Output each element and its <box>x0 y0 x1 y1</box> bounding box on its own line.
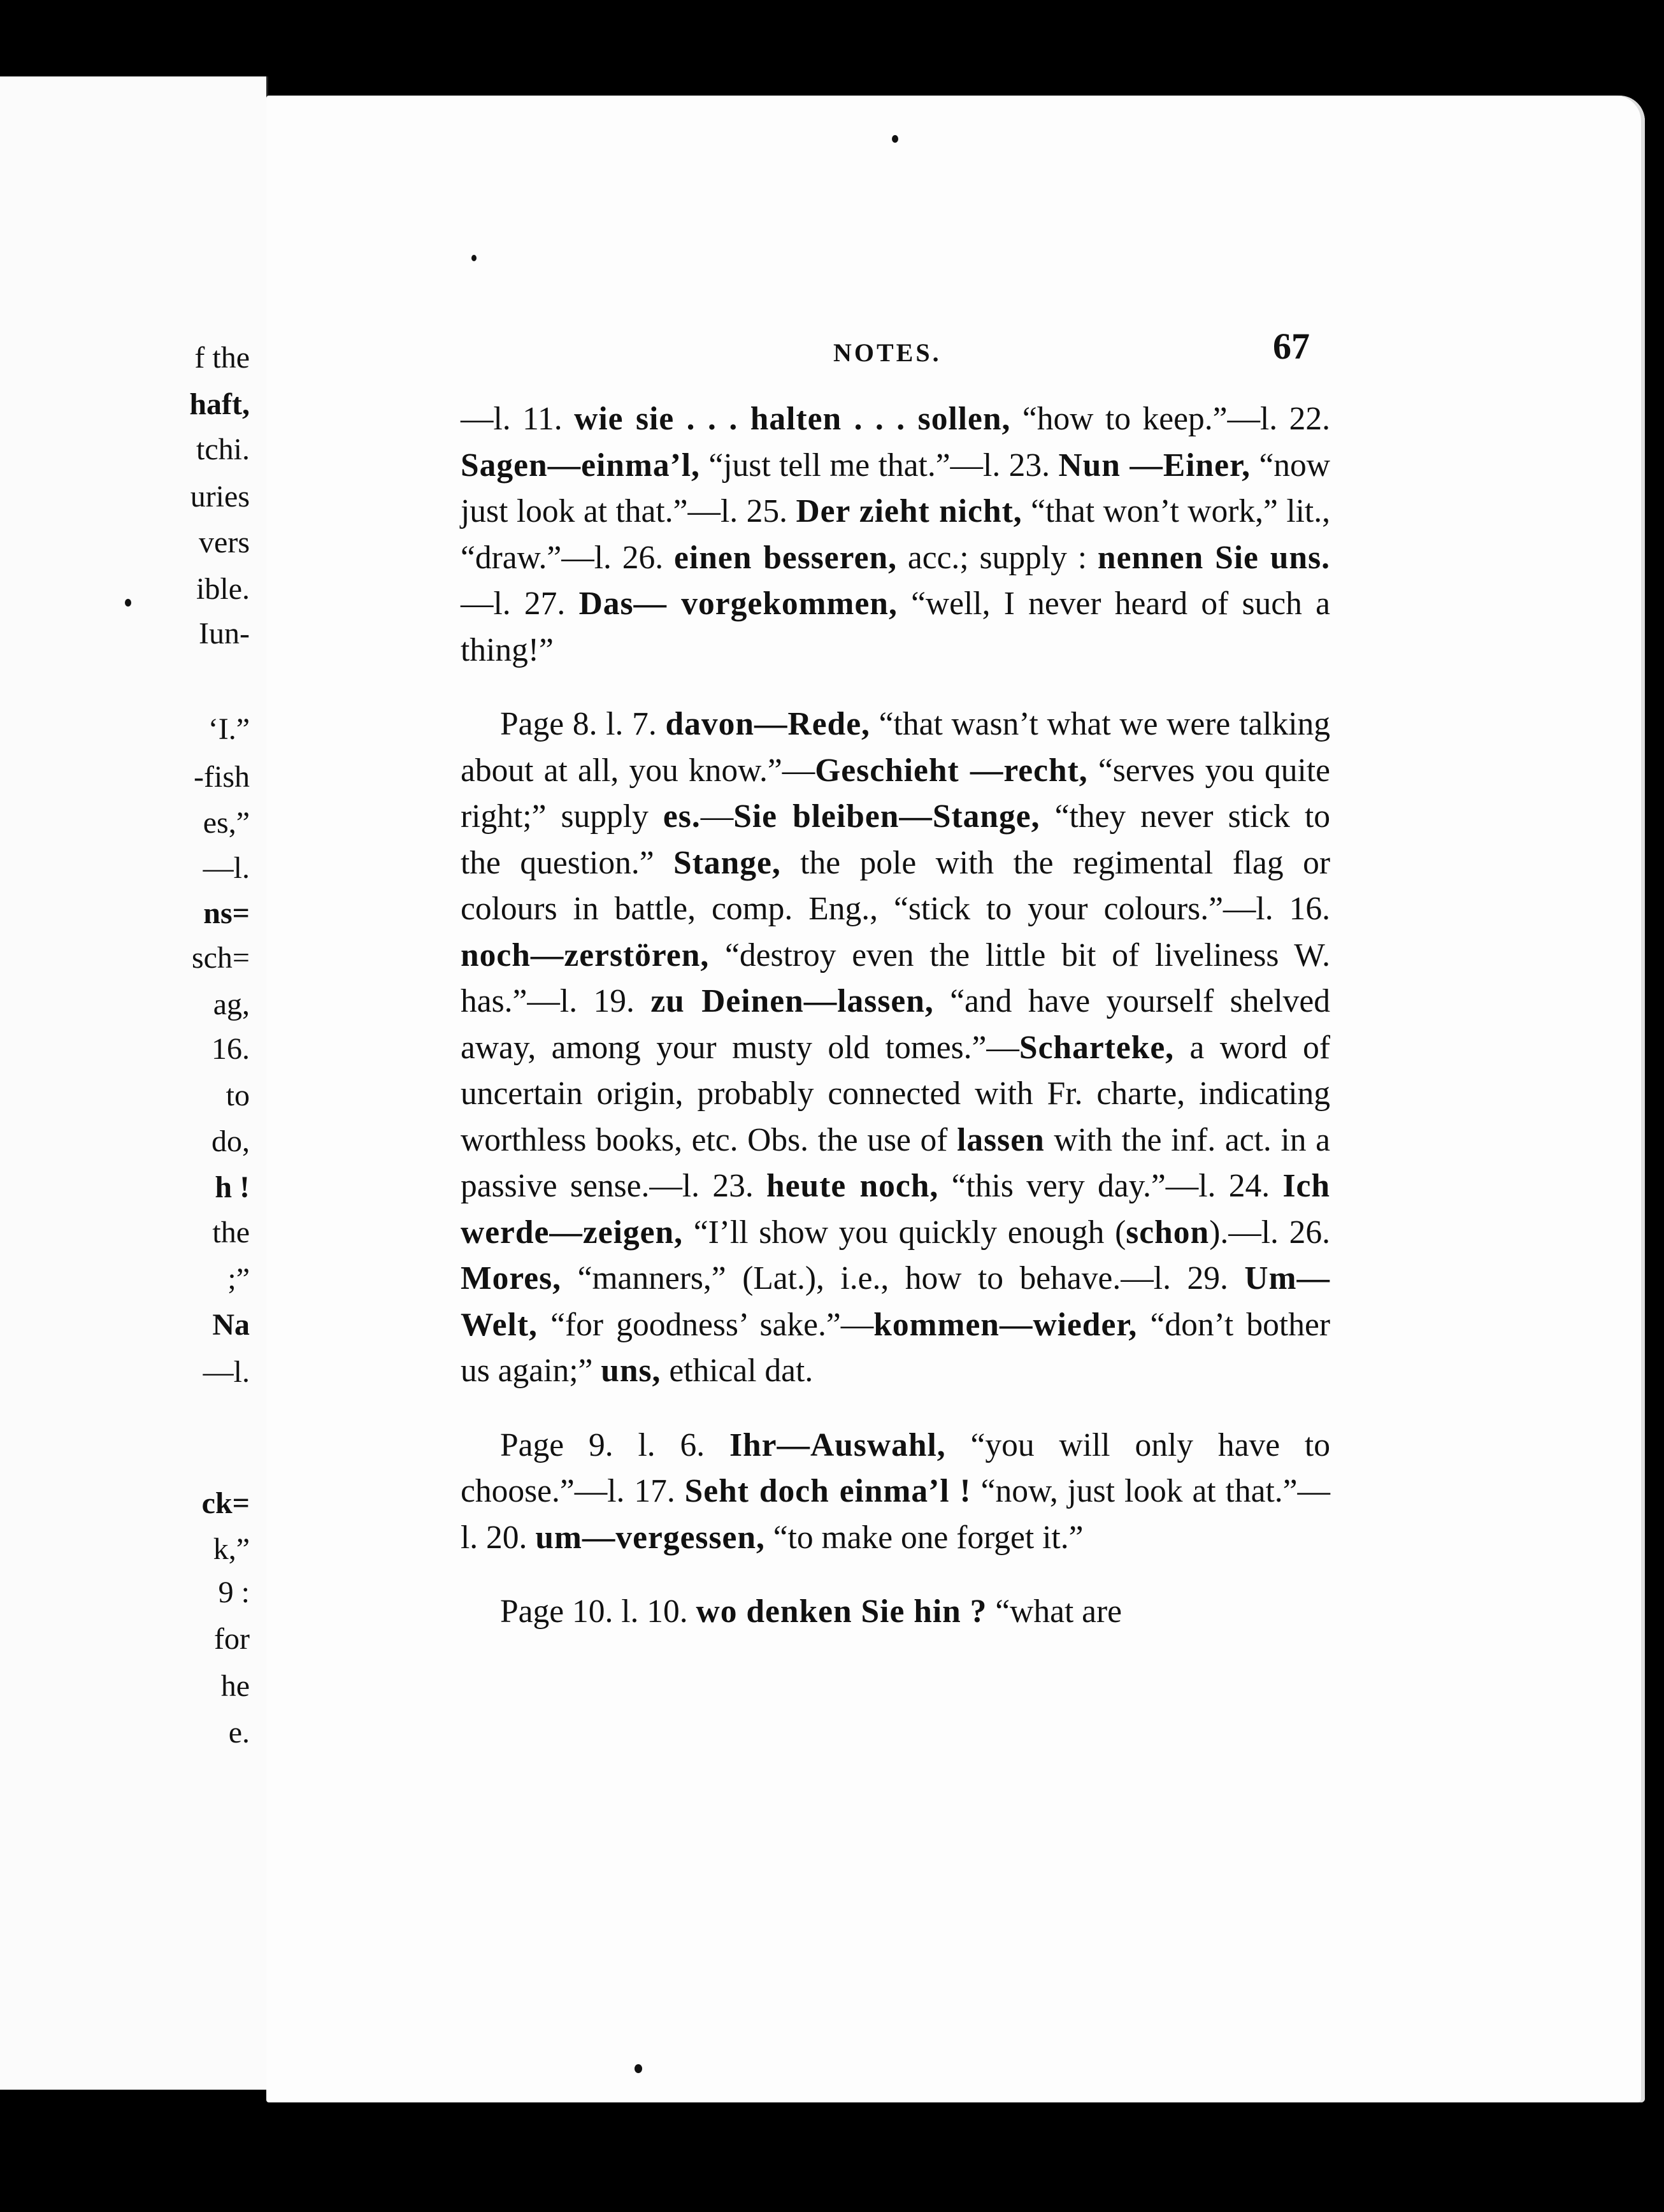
previous-page-line: ck= <box>201 1486 250 1520</box>
note-paragraph <box>461 1423 1330 1562</box>
note-text: “manners,” (Lat.), i.e., how to behave.—l. 29. <box>561 1260 1245 1296</box>
note-text: — <box>700 798 734 835</box>
note-text: “I’ll show you quickly enough ( <box>683 1214 1126 1251</box>
previous-page-line: do, <box>212 1124 250 1158</box>
note-text: “what are <box>987 1593 1122 1630</box>
page-speck <box>892 135 898 143</box>
note-text: Page 8. l. 7. <box>500 706 666 742</box>
previous-page-line: es,” <box>203 806 250 840</box>
german-term: Scharteke, <box>1019 1029 1175 1066</box>
german-term: Geschieht —recht, <box>815 752 1088 789</box>
note-text: the pole with the regimental flag or colours in battle, comp. Eng., “stick to your colours.”—l. 16. <box>461 844 1331 927</box>
german-term: Das— vorgekommen, <box>578 585 898 622</box>
note-text: —l. 11. <box>461 401 575 437</box>
page-speck <box>125 599 131 607</box>
page-speck <box>635 2064 642 2073</box>
note-text: “serves you quite right;” supply <box>461 752 1330 835</box>
german-term: Nun —Einer, <box>1058 447 1251 484</box>
note-paragraph <box>461 701 1330 1395</box>
previous-page-edge <box>0 76 268 2090</box>
running-head: NOTES. <box>833 338 942 367</box>
note-paragraph <box>461 396 1330 673</box>
note-text: “well, I never heard of such a thing!” <box>461 585 1330 668</box>
notes-body <box>461 396 1330 1663</box>
note-text: “that wasn’t what we were talking about at all, you know.”— <box>461 706 1331 789</box>
note-text: “and have yourself shelved away, among your musty old tomes.”— <box>461 983 1330 1066</box>
previous-page-line: the <box>212 1216 250 1249</box>
note-text: “this very day.”—l. 24. <box>938 1168 1283 1204</box>
german-term: um—vergessen, <box>535 1519 765 1556</box>
previous-page-line: 16. <box>212 1032 250 1066</box>
previous-page-line: ns= <box>203 896 250 930</box>
note-text: “just tell me that.”—l. 23. <box>699 447 1059 484</box>
german-term: Seht doch einma’l ! <box>684 1473 972 1509</box>
german-term: schon <box>1126 1214 1210 1251</box>
german-term: Stange, <box>673 844 781 881</box>
note-text: “they never stick to the question.” <box>461 798 1330 881</box>
previous-page-line: haft, <box>189 387 250 421</box>
note-text: “now just look at that.”—l. 25. <box>461 447 1330 529</box>
previous-page-line: ‘I.” <box>208 712 250 746</box>
page-number: 67 <box>1273 326 1310 367</box>
note-text: “that won’t work,” lit., “draw.”—l. 26. <box>461 493 1330 576</box>
german-term: einen besseren, <box>674 539 897 576</box>
german-term: Um—Welt, <box>461 1260 1330 1343</box>
note-text: Page 9. l. 6. <box>500 1426 729 1463</box>
german-term: Mores, <box>461 1260 562 1296</box>
previous-page-line: h ! <box>215 1170 250 1204</box>
previous-page-line: to <box>226 1079 250 1112</box>
german-term: kommen—wieder, <box>873 1306 1138 1343</box>
previous-page-line: ible. <box>196 572 250 606</box>
german-term: wo denken Sie hin ? <box>696 1593 987 1630</box>
note-text: —l. 27. <box>461 585 579 622</box>
previous-page-line: tchi. <box>196 433 250 466</box>
german-term: noch—zerstören, <box>461 937 710 973</box>
previous-page-line: sch= <box>191 941 250 975</box>
page-speck <box>471 255 477 261</box>
note-text: “how to keep.”—l. 22. <box>1010 401 1330 437</box>
previous-page-line: e. <box>228 1716 250 1749</box>
previous-page-line: Iun- <box>199 617 250 650</box>
note-text: “for goodness’ sake.”— <box>537 1306 874 1343</box>
note-text: “now, just look at that.”—l. 20. <box>461 1473 1330 1556</box>
german-term: Ihr—Auswahl, <box>729 1426 946 1463</box>
previous-page-line: 9 : <box>218 1576 250 1609</box>
german-term: nennen Sie uns. <box>1097 539 1330 576</box>
note-paragraph <box>461 1589 1330 1635</box>
german-term: heute noch, <box>766 1168 939 1204</box>
note-text: Page 10. l. 10. <box>500 1593 696 1630</box>
previous-page-line: Na <box>212 1308 250 1342</box>
german-term: Sagen—einma’l, <box>461 447 700 484</box>
previous-page-line: k,” <box>213 1532 250 1566</box>
german-term: Sie bleiben—Stange, <box>733 798 1040 835</box>
german-term: es. <box>663 798 701 835</box>
german-term: Ich werde—zeigen, <box>461 1168 1330 1251</box>
note-text: “you will only have to choose.”—l. 17. <box>461 1426 1330 1509</box>
previous-page-line: ag, <box>213 988 250 1021</box>
previous-page-line: he <box>220 1669 250 1703</box>
german-term: wie sie . . . halten . . . sollen, <box>574 401 1011 437</box>
previous-page-line: f the <box>194 341 250 375</box>
note-text: “to make one forget it.” <box>764 1519 1084 1556</box>
german-term: uns, <box>601 1353 661 1389</box>
german-term: zu Deinen—lassen, <box>650 983 934 1019</box>
previous-page-line: —l. <box>203 851 250 885</box>
note-text: “don’t bother us again;” <box>461 1306 1330 1389</box>
previous-page-line: uries <box>190 480 250 514</box>
previous-page-line: ;” <box>227 1262 250 1296</box>
book-page <box>266 96 1645 2102</box>
german-term: lassen <box>957 1121 1045 1158</box>
note-text: ethical dat. <box>661 1353 814 1389</box>
german-term: Der zieht nicht, <box>796 493 1022 529</box>
note-text: a word of uncertain origin, probably connected with Fr. charte, indicating worthless books, etc. Obs. the use of <box>461 1029 1330 1158</box>
note-text: ).—l. 26. <box>1209 1214 1330 1251</box>
previous-page-line: -fish <box>194 760 250 794</box>
german-term: davon—Rede, <box>665 706 870 742</box>
page-header <box>266 325 1337 376</box>
previous-page-line: vers <box>199 526 250 559</box>
previous-page-line: —l. <box>203 1355 250 1389</box>
note-text: with the inf. act. in a passive sense.—l. 23. <box>461 1121 1330 1204</box>
note-text: “destroy even the little bit of liveliness W. has.”—l. 19. <box>461 937 1330 1019</box>
previous-page-line: for <box>214 1622 250 1656</box>
note-text: acc.; supply : <box>896 539 1098 576</box>
